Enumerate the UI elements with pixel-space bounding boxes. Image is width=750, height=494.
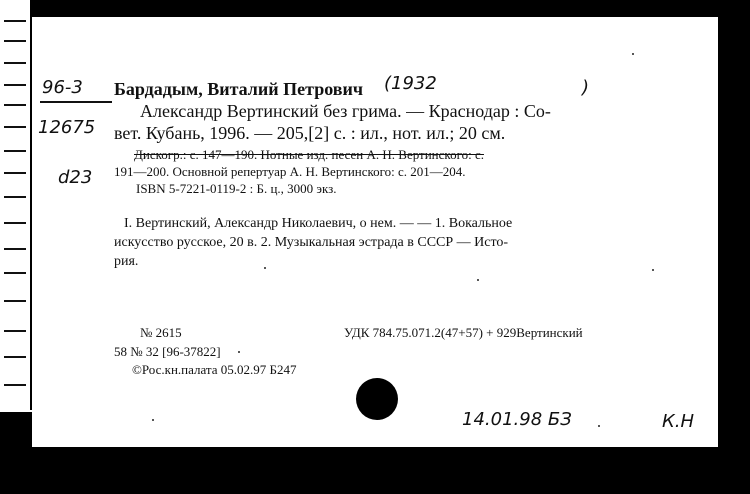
- scan-border-right: [718, 0, 750, 494]
- subjects-line-2: искусство русское, 20 в. 2. Музыкальная эстрада в СССР — Исто-: [114, 235, 509, 250]
- inventory-number: 12675: [38, 117, 96, 138]
- isbn-line: ISBN 5-7221-0119-2 : Б. ц., 3000 экз.: [136, 181, 337, 196]
- handwritten-date: 14.01.98 БЗ: [462, 409, 572, 430]
- note-line-1-struck: Дискогр.: с. 147—190. Нотные изд. песен А. Н. Вертинского: с.: [134, 147, 484, 162]
- handwritten-corner-mark: К.Н: [662, 411, 695, 432]
- copyright-line: ©Рос.кн.палата 05.02.97 Б247: [132, 362, 297, 377]
- ink-blot: [356, 378, 398, 420]
- catalog-line: 58 № 32 [96-37822]: [114, 344, 221, 359]
- author-year-handwritten: (1932: [384, 73, 437, 94]
- margin-handwritten-note: d23: [58, 167, 93, 188]
- udk-line: УДК 784.75.071.2(47+57) + 929Вертинский: [344, 325, 583, 340]
- card-edge-strip: [0, 0, 30, 412]
- subjects-line-3: рия.: [114, 254, 139, 269]
- scan-border-top: [32, 0, 718, 17]
- shelf-mark: 96-3: [42, 77, 83, 98]
- title-line-2: вет. Кубань, 1996. — 205,[2] с. : ил., нот. ил.; 20 см.: [114, 123, 506, 143]
- author-year-close: ): [582, 77, 590, 98]
- strip-edge-line: [0, 410, 32, 412]
- shelf-mark-underline: [40, 101, 112, 103]
- author-heading: Бардадым, Виталий Петрович: [114, 79, 363, 99]
- record-number: № 2615: [140, 325, 182, 340]
- title-line-1: Александр Вертинский без грима. — Краснодар : Со-: [140, 101, 551, 121]
- subjects-line-1: I. Вертинский, Александр Николаевич, о нем. — — 1. Вокальное: [124, 216, 513, 231]
- scan-border-bottom: [0, 447, 750, 494]
- note-line-2: 191—200. Основной репертуар А. Н. Вертинского: с. 201—204.: [114, 164, 466, 179]
